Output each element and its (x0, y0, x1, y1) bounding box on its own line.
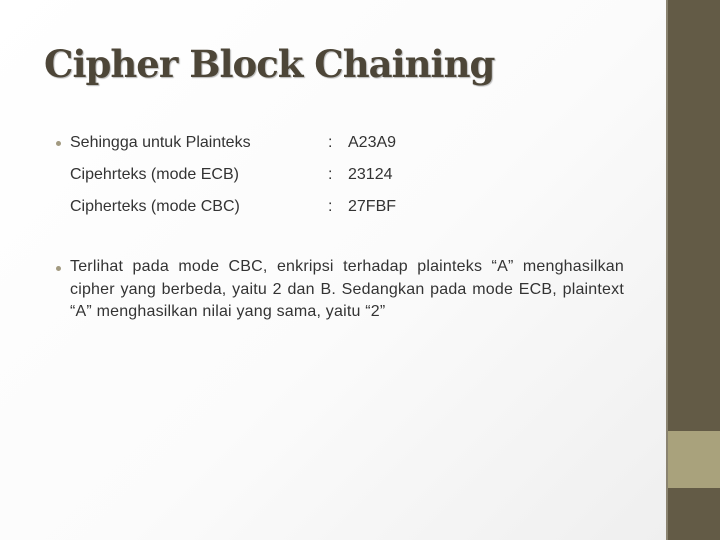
row-plainteks-value: A23A9 (348, 134, 397, 151)
sidebar-accent-block (668, 431, 720, 488)
row-ecb-colon: : (328, 166, 333, 183)
row-cbc-value: 27FBF (348, 198, 397, 215)
explanation-paragraph: Terlihat pada mode CBC, enkripsi terhadap plainteks “A” menghasilkan cipher yang berbeda, yaitu 2 dan B. Sedangkan pada mode ECB, plaintext “A” menghasilkan nilai yang sama, yaitu “2” (70, 258, 624, 320)
slide-title: Cipher Block Chaining (44, 42, 495, 86)
bullet-dot-2 (56, 266, 61, 271)
row-ecb-label: Cipehrteks (mode ECB) (70, 166, 239, 183)
bullet-dot-1 (56, 141, 61, 146)
right-sidebar-bar (666, 0, 720, 540)
row-plainteks-label: Sehingga untuk Plainteks (70, 134, 251, 151)
row-plainteks-colon: : (328, 134, 333, 151)
row-cbc-colon: : (328, 198, 333, 215)
row-cbc-label: Cipherteks (mode CBC) (70, 198, 240, 215)
row-ecb-value: 23124 (348, 166, 393, 183)
